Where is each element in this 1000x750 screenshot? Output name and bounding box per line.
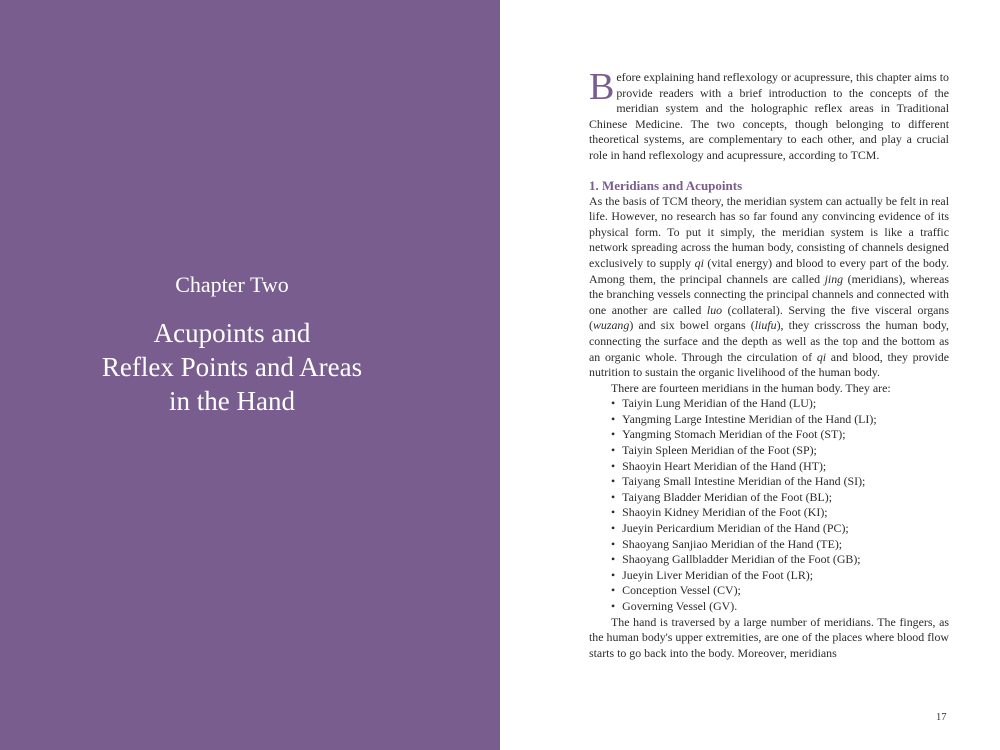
text-run: (vital energy) and blood to every part of the body. Among them, the principal channels are called	[589, 255, 949, 286]
section-heading: 1. Meridians and Acupoints	[589, 177, 743, 193]
text-run: and blood, they provide nutrition to sustain the organic livelihood of the human body.	[589, 349, 949, 380]
body-text	[589, 66, 949, 661]
text-run: ), they crisscross the human body, connecting the surface and the depth as well as the top and the bottom as an organic whole. Through the circulation of	[589, 318, 949, 364]
text-run: (meridians), whereas the branching vessels connecting the principal channels and connected with one another are called	[589, 271, 949, 317]
right-page	[500, 0, 1000, 750]
hand-paragraph: The hand is traversed by a large number of meridians. The fingers, as the human body's upper extremities, are one of the places where blood flow starts to go back into the body. Moreover, meridians	[589, 614, 949, 660]
list-item: • Shaoyin Kidney Meridian of the Foot (KI);	[611, 505, 949, 521]
term-liufu: liufu	[754, 318, 777, 333]
term-qi: qi	[816, 349, 827, 364]
intro-text: efore explaining hand reflexology or acupressure, this chapter aims to provide readers with a brief introduction to the concepts of the meridian system and the holographic reflex areas in Traditional Chinese Medicine. The two concepts, though belonging to different theoretical systems, are complementary to each other, and play a crucial role in hand reflexology and acupressure, according to TCM.	[589, 70, 949, 162]
list-item: • Shaoyang Gallbladder Meridian of the Foot (GB);	[611, 552, 949, 568]
list-item: • Taiyang Small Intestine Meridian of the Hand (SI);	[611, 474, 949, 490]
list-item: • Taiyang Bladder Meridian of the Foot (BL);	[611, 490, 949, 506]
list-item: • Jueyin Pericardium Meridian of the Hand (PC);	[611, 521, 949, 537]
list-item: • Taiyin Lung Meridian of the Hand (LU);	[611, 396, 949, 412]
list-item: • Yangming Large Intestine Meridian of the Hand (LI);	[611, 412, 949, 428]
term-qi: qi	[694, 255, 704, 270]
page-number: 17	[936, 712, 947, 723]
chapter-title-line: in the Hand	[169, 386, 295, 416]
list-item: • Conception Vessel (CV);	[611, 583, 949, 599]
chapter-title-line: Reflex Points and Areas	[101, 352, 363, 382]
list-item: • Jueyin Liver Meridian of the Foot (LR);	[611, 568, 949, 584]
meridian-intro-paragraph: There are fourteen meridians in the human body. They are:	[611, 380, 891, 395]
list-item: • Taiyin Spleen Meridian of the Foot (SP);	[611, 443, 949, 459]
intro-paragraph	[589, 66, 949, 164]
list-item: • Yangming Stomach Meridian of the Foot (ST);	[611, 427, 949, 443]
term-luo: luo	[706, 302, 723, 317]
list-item: • Shaoyang Sanjiao Meridian of the Hand (TE);	[611, 537, 949, 553]
term-jing: jing	[824, 271, 844, 286]
meridian-list	[589, 396, 949, 614]
chapter-title	[0, 316, 464, 418]
text-run: (collateral). Serving the five visceral organs (	[589, 302, 949, 333]
text-run: ) and six bowel organs (	[629, 318, 755, 333]
chapter-label: Chapter Two	[175, 272, 289, 297]
term-wuzang: wuzang	[592, 318, 630, 333]
list-item: • Shaoyin Heart Meridian of the Hand (HT);	[611, 459, 949, 475]
list-item: • Governing Vessel (GV).	[611, 599, 949, 615]
text-run: As the basis of TCM theory, the meridian system can actually be felt in real life. However, no research has so far found any convincing evidence of its physical form. To put it simply, the meridian system is like a traffic network spreading across the human body, consisting of channels designed exclusively to supply	[589, 193, 949, 270]
chapter-title-line: Acupoints and	[153, 318, 311, 348]
drop-cap: B	[589, 66, 615, 108]
meridian-paragraph	[589, 194, 949, 381]
